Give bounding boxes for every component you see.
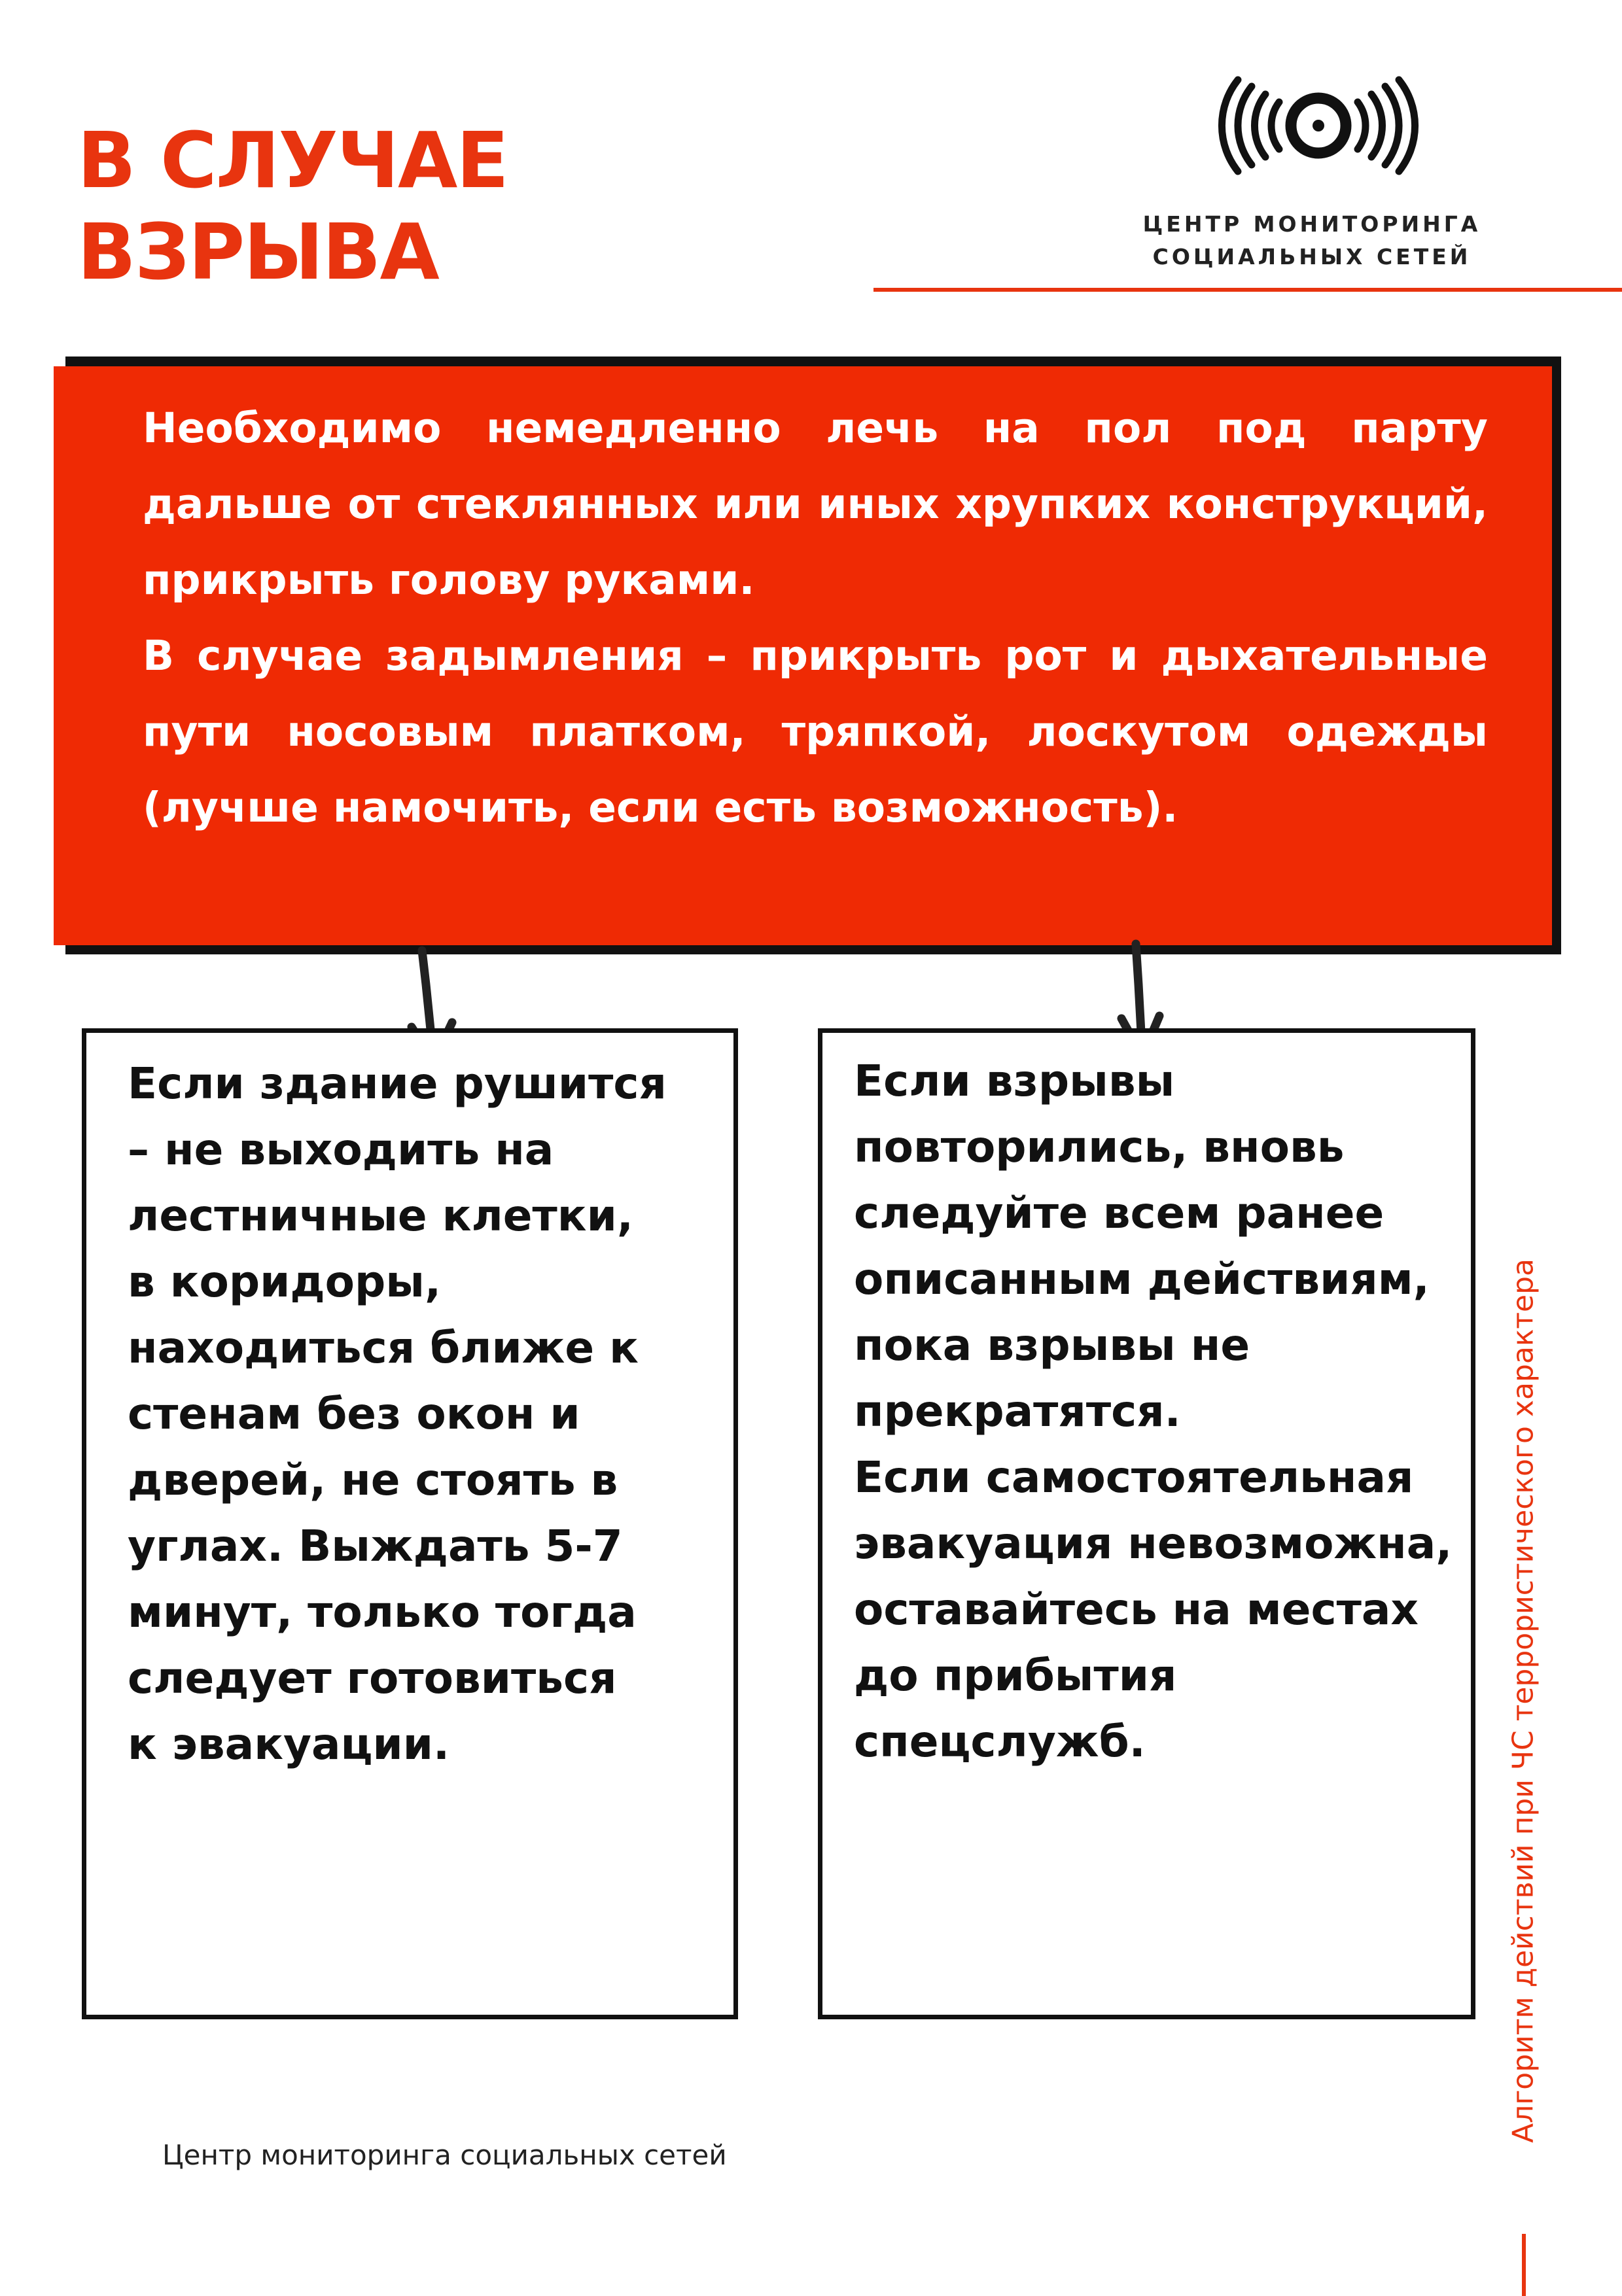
header-divider	[873, 288, 1622, 292]
side-caption-text: Алгоритм действий при ЧС террористического характера	[1506, 1258, 1540, 2144]
organization-name	[1073, 208, 1551, 273]
repeated-explosions-card	[818, 1028, 1475, 2019]
main-instruction-paragraph-1: Необходимо немедленно лечь на пол под парту дальше от стеклянных или иных хрупких конструкций, прикрыть голову руками.	[143, 404, 1488, 604]
repeated-explosions-text: Если взрывы повторились, вновь следуйте всем ранее описанным действиям, пока взрывы не прекратятся. Если самостоятельная эвакуация невозможна, оставайтесь на местах до прибытия спецслужб.	[854, 1056, 1453, 1767]
page-title-line1: В СЛУЧАЕ	[77, 115, 508, 205]
page-title-line2: ВЗРЫВА	[77, 207, 438, 297]
footer-organization: Центр мониторинга социальных сетей	[162, 2139, 727, 2171]
main-instruction-text	[143, 391, 1488, 846]
page-title	[77, 114, 508, 298]
building-collapse-card	[82, 1028, 738, 2019]
building-collapse-text: Если здание рушится – не выходить на лестничные клетки, в коридоры, находиться ближе к стенам без окон и дверей, не стоять в углах. Выждать 5-7 минут, только тогда следует готовиться к эвакуации.	[128, 1058, 667, 1769]
broadcast-signal-icon	[1217, 73, 1420, 178]
organization-name-line2: СОЦИАЛЬНЫХ СЕТЕЙ	[1152, 244, 1472, 270]
side-rule	[1522, 2234, 1526, 2296]
organization-name-line1: ЦЕНТР МОНИТОРИНГА	[1142, 211, 1481, 237]
main-instruction-paragraph-2: В случае задымления – прикрыть рот и дыхательные пути носовым платком, тряпкой, лоскутом одежды (лучше намочить, если есть возможность).	[143, 632, 1488, 831]
side-caption	[1504, 1213, 1543, 2188]
